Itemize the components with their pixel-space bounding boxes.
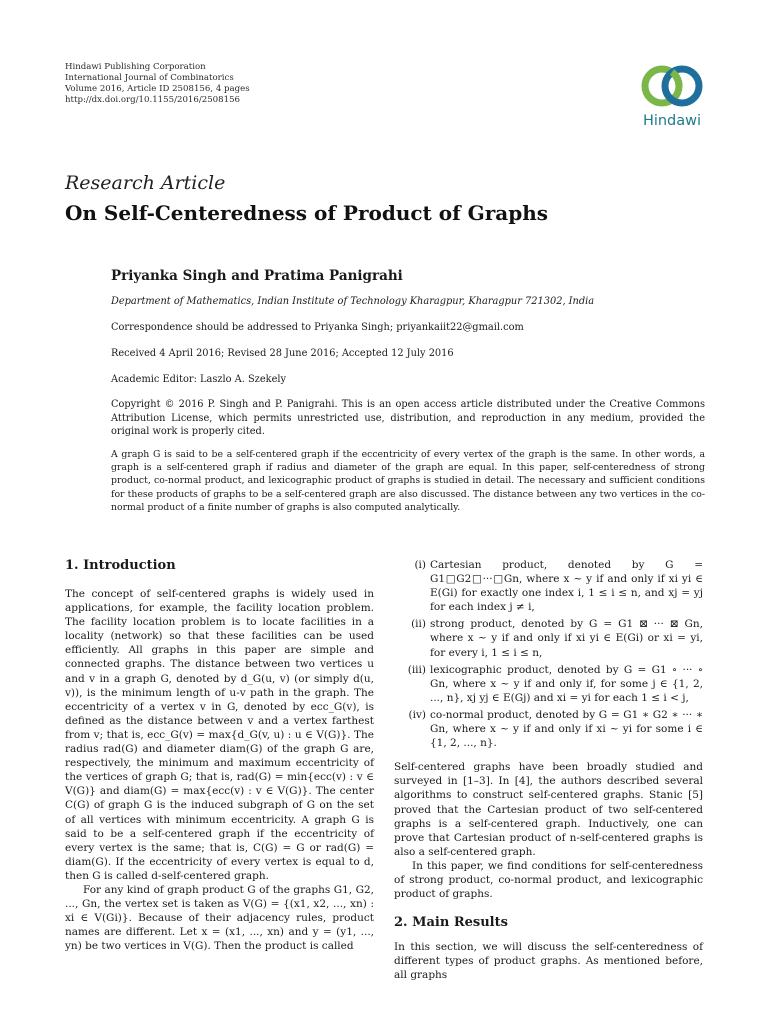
list-item bbox=[394, 617, 703, 659]
abstract: A graph G is said to be a self-centered graph if the eccentricity of every vertex of the graph is the same. In other words, a graph is a self-centered graph if radius and diameter of the graph are equal. In this paper, self-centeredness of strong product, co-normal product, and lexicographic product of graphs is studied in detail. The necessary and sufficient conditions for these products of graphs to be a self-centered graph are also discussed. The distance between any two vertices in the co-normal product of a finite number of graphs is also computed analytically. bbox=[111, 449, 705, 513]
doi-link[interactable]: http://dx.doi.org/10.1155/2016/2508156 bbox=[65, 95, 241, 105]
dates: Received 4 April 2016; Revised 28 June 2016; Accepted 12 July 2016 bbox=[111, 348, 454, 359]
section-heading-introduction: 1. Introduction bbox=[65, 558, 176, 573]
list-item bbox=[394, 663, 703, 705]
list-text: strong product, denoted by G = G1 ⊠ ··· ⊠ Gn, where x ~ y if and only if xi yi ∈ E(Gi) or xi = yi, for every i, 1 ≤ i ≤ n, bbox=[430, 618, 703, 659]
affiliation: Department of Mathematics, Indian Institute of Technology Kharagpur, Kharagpur 721302, India bbox=[111, 296, 595, 307]
article-type: Research Article bbox=[65, 172, 226, 194]
section-heading-main-results: 2. Main Results bbox=[394, 915, 508, 931]
copyright-notice: Copyright © 2016 P. Singh and P. Panigrahi. This is an open access article distributed under the Creative Commons Attribution License, which permits unrestricted use, distribution, and reproduction in any medium, provided the original work is properly cited. bbox=[111, 399, 705, 437]
correspondence: Correspondence should be addressed to Priyanka Singh; priyankaiit22@gmail.com bbox=[111, 322, 524, 333]
list-item bbox=[394, 558, 703, 614]
list-number: (i) bbox=[414, 559, 426, 571]
list-text: co-normal product, denoted by G = G1 ∗ G2 ∗ ··· ∗ Gn, where x ~ y if and only if xi ~ yi for some i ∈ {1, 2, ..., n}. bbox=[430, 708, 703, 750]
main-paragraph-1: In this section, we will discuss the self-centeredness of different types of product graphs. As mentioned before, all graphs bbox=[394, 941, 703, 982]
list-text: Cartesian product, denoted by G = G1□G2□···□Gn, where x ~ y if and only if xi yi ∈ E(Gi) for exactly one index i, 1 ≤ i ≤ n, and xj = yj for each index j ≠ i, bbox=[430, 559, 703, 614]
hindawi-rings-icon bbox=[639, 62, 705, 110]
list-text: lexicographic product, denoted by G = G1 ∘ ··· ∘ Gn, where x ~ y if and only if, for some j ∈ {1, 2, ..., n}, xj yj ∈ E(Gj) and xi = yi for each 1 ≤ i < j, bbox=[430, 663, 703, 704]
logo-text: Hindawi bbox=[642, 113, 702, 129]
authors: Priyanka Singh and Pratima Panigrahi bbox=[111, 268, 403, 284]
left-column bbox=[65, 587, 374, 953]
main-results-text bbox=[394, 940, 703, 982]
journal-header bbox=[65, 62, 250, 106]
right-paragraph-1: Self-centered graphs have been broadly studied and surveyed in [1–3]. In [4], the authors described several algorithms to construct self-centered graphs. Stanic [5] proved that the Cartesian product of two self-centered graphs is a self-centered graph. Inductively, one can prove that Cartesian product of n-self-centered graphs is also a self-centered graph. bbox=[394, 761, 703, 858]
publisher-line: Hindawi Publishing Corporation bbox=[65, 62, 206, 72]
right-text bbox=[394, 760, 703, 901]
intro-paragraph-2: For any kind of graph product G of the graphs G1, G2, ..., Gn, the vertex set is taken as V(G) = {(x1, x2, ..., xn) : xi ∈ V(Gi)}. Because of their adjacency rules, product names are different. Let x = (x1, ..., xn) and y = (y1, ..., yn) be two vertices in V(G). Then the product is called bbox=[65, 883, 374, 953]
academic-editor: Academic Editor: Laszlo A. Szekely bbox=[111, 374, 287, 385]
right-paragraph-2: In this paper, we find conditions for self-centeredness of strong product, co-normal product, and lexicographic product of graphs. bbox=[394, 859, 703, 901]
list-number: (ii) bbox=[411, 618, 426, 631]
hindawi-logo bbox=[636, 62, 708, 134]
intro-paragraph-1: The concept of self-centered graphs is widely used in applications, for example, the facility location problem. The facility location problem is to locate facilities in a locality (network) so that these facilities can be used efficiently. All graphs in this paper are simple and connected graphs. The distance between two vertices u and v in a graph G, denoted by d_G(u, v) (or simply d(u, v)), is the minimum length of u-v path in the graph. The eccentricity of a vertex v in G, denoted by ecc_G(v), is defined as the distance between v and a vertex farthest from v; that is, ecc_G(v) = max{d_G(v, u) : u ∈ V(G)}. The radius rad(G) and diameter diam(G) of the graph G are, respectively, the minimum and maximum eccentricity of the vertices of graph G; that is, rad(G) = min{ecc(v) : v ∈ V(G)} and diam(G) = max{ecc(v) : v ∈ V(G)}. The center C(G) of graph G is the induced subgraph of G on the set of all vertices with minimum eccentricity. A graph G is said to be a self-centered graph if the eccentricity of every vertex is the same; that is, C(G) = G or rad(G) = diam(G). If the eccentricity of every vertex is equal to d, then G is called d-self-centered graph. bbox=[65, 588, 374, 882]
volume-line: Volume 2016, Article ID 2508156, 4 pages bbox=[65, 84, 250, 94]
list-item bbox=[394, 708, 703, 750]
right-column bbox=[394, 558, 703, 982]
article-title: On Self-Centeredness of Product of Graphs bbox=[65, 201, 549, 225]
list-number: (iv) bbox=[408, 708, 426, 721]
list-number: (iii) bbox=[407, 663, 426, 676]
journal-line: International Journal of Combinatorics bbox=[65, 73, 234, 83]
